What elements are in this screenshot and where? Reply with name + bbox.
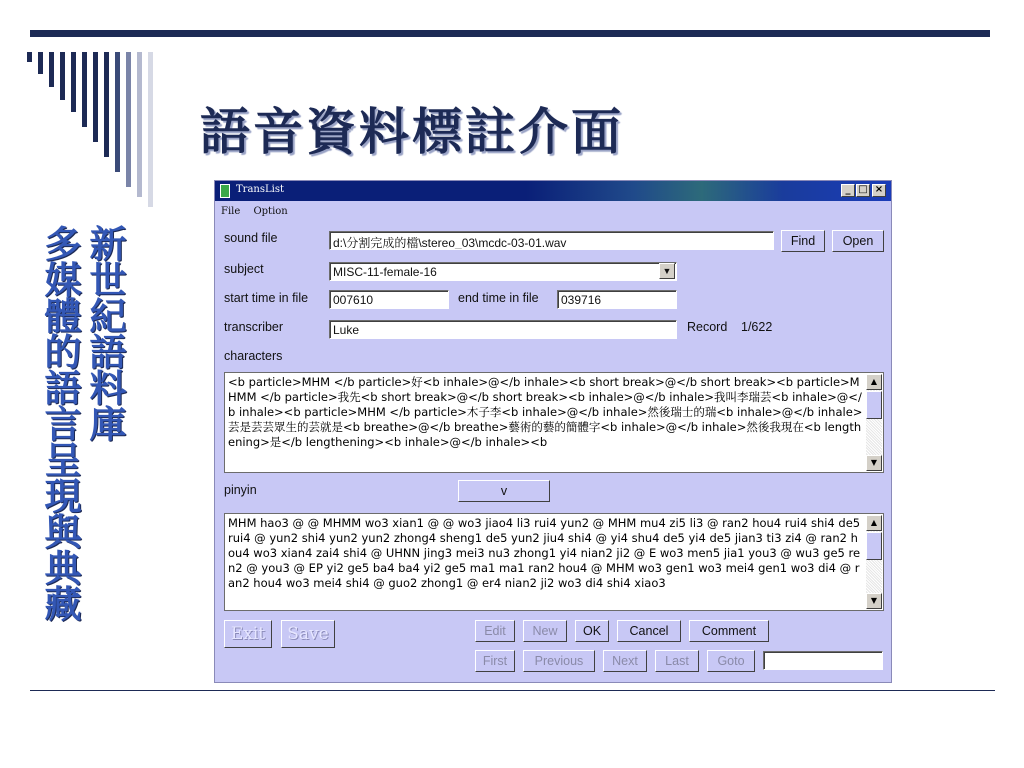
characters-scrollbar[interactable] — [866, 374, 882, 471]
scroll-down-icon[interactable]: ▼ — [866, 455, 882, 471]
record-label: Record — [687, 320, 728, 334]
menubar — [221, 206, 298, 217]
window-titlebar[interactable] — [215, 181, 891, 201]
transcriber-input[interactable]: Luke — [329, 320, 677, 339]
goto-input[interactable] — [763, 651, 883, 670]
first-button[interactable]: First — [475, 650, 515, 672]
scroll-down-icon[interactable]: ▼ — [866, 593, 882, 609]
start-time-input[interactable]: 007610 — [329, 290, 449, 309]
slide-title: 語音資料標註介面 — [200, 102, 624, 161]
find-button[interactable]: Find — [781, 230, 825, 252]
pinyin-textarea[interactable] — [224, 513, 884, 611]
menu-option[interactable]: Option — [253, 206, 288, 217]
open-button[interactable]: Open — [832, 230, 884, 252]
end-time-input[interactable]: 039716 — [557, 290, 677, 309]
edit-button[interactable]: Edit — [475, 620, 515, 642]
new-button[interactable]: New — [523, 620, 567, 642]
pinyin-convert-button[interactable]: v — [458, 480, 550, 502]
side-caption-left: 多媒體的語言呈現與典藏 — [44, 222, 82, 626]
characters-text: <b particle>MHM </b particle>好<b inhale>@</b inhale><b short break>@</b short break><b particle>MHMM </b particle>我先<b short break>@</b short break><b inhale>@</b inhale>我叫李瑞芸<b inhale>@</b inhale><b particle>MHM </b particle>木子李<b inhale>@</b inhale>然後瑞士的瑞<b inhale>@</b inhale>芸是芸芸眾生的芸就是<b breathe>@</b breathe>藝術的藝的簡體字<b inhale>@</b inhale>然後我現在<b lengthening>是</b lengthening><b inhale>@</b inhale><b — [228, 375, 863, 449]
pinyin-label: pinyin — [224, 483, 257, 497]
top-decorative-bar — [30, 30, 990, 37]
scroll-thumb[interactable] — [866, 532, 882, 560]
translist-window — [214, 180, 892, 683]
transcriber-label: transcriber — [224, 320, 284, 334]
scroll-thumb[interactable] — [866, 391, 882, 419]
previous-button[interactable]: Previous — [523, 650, 595, 672]
cancel-button[interactable]: Cancel — [617, 620, 681, 642]
maximize-button[interactable]: □ — [856, 184, 870, 197]
scroll-up-icon[interactable]: ▲ — [866, 374, 882, 390]
decorative-vertical-bars — [27, 52, 167, 207]
sound-file-input[interactable]: d:\分割完成的檔\stereo_03\mcdc-03-01.wav — [329, 231, 774, 250]
pinyin-text: MHM hao3 @ @ MHMM wo3 xian1 @ @ wo3 jiao4 li3 rui4 yun2 @ MHM mu4 zi5 li3 @ ran2 hou4 rui4 shi4 de5 rui4 @ yun2 shi4 yun2 yun2 zhong4 sheng1 de5 yun2 jiu4 shi4 @ yi4 shu4 de5 yi4 de5 jian3 ti3 zi4 @ ran2 hou4 wo3 xian4 zai4 shi4 @ UHNN jing3 mei3 nu3 zhong1 yi4 nian2 ji2 @ E wo3 men5 jia1 you3 @ wu3 ge5 ren2 @ you3 @ EP yi2 ge5 ba4 ba4 yi2 ge5 ma1 ma1 ran2 hou4 @ MHM wo3 gen1 wo3 mei4 gen1 wo3 di4 @ ran2 hou4 wo3 mei4 shi4 @ guo2 zhong1 @ er4 nian2 ji2 wo3 di4 shi4 xiao3 — [228, 516, 861, 590]
subject-select[interactable]: MISC-11-female-16 — [329, 262, 677, 281]
record-counter: 1/622 — [741, 320, 773, 334]
ok-button[interactable]: OK — [575, 620, 609, 642]
exit-button[interactable]: Exit — [224, 620, 272, 648]
scroll-up-icon[interactable]: ▲ — [866, 515, 882, 531]
minimize-button[interactable]: _ — [841, 184, 855, 197]
bottom-divider — [30, 690, 995, 691]
close-button[interactable]: × — [872, 184, 886, 197]
characters-label: characters — [224, 349, 283, 363]
sound-file-label: sound file — [224, 231, 278, 245]
goto-button[interactable]: Goto — [707, 650, 755, 672]
app-icon — [220, 184, 230, 198]
end-time-label: end time in file — [458, 291, 539, 305]
last-button[interactable]: Last — [655, 650, 699, 672]
start-time-label: start time in file — [224, 291, 309, 305]
side-caption-right: 新世紀語料庫 — [89, 222, 127, 446]
menu-file[interactable]: File — [221, 206, 241, 217]
save-button[interactable]: Save — [281, 620, 335, 648]
characters-textarea[interactable] — [224, 372, 884, 473]
next-button[interactable]: Next — [603, 650, 647, 672]
comment-button[interactable]: Comment — [689, 620, 769, 642]
window-title: TransList — [236, 184, 284, 195]
pinyin-scrollbar[interactable] — [866, 515, 882, 609]
subject-label: subject — [224, 262, 264, 276]
chevron-down-icon[interactable]: ▼ — [659, 263, 675, 279]
